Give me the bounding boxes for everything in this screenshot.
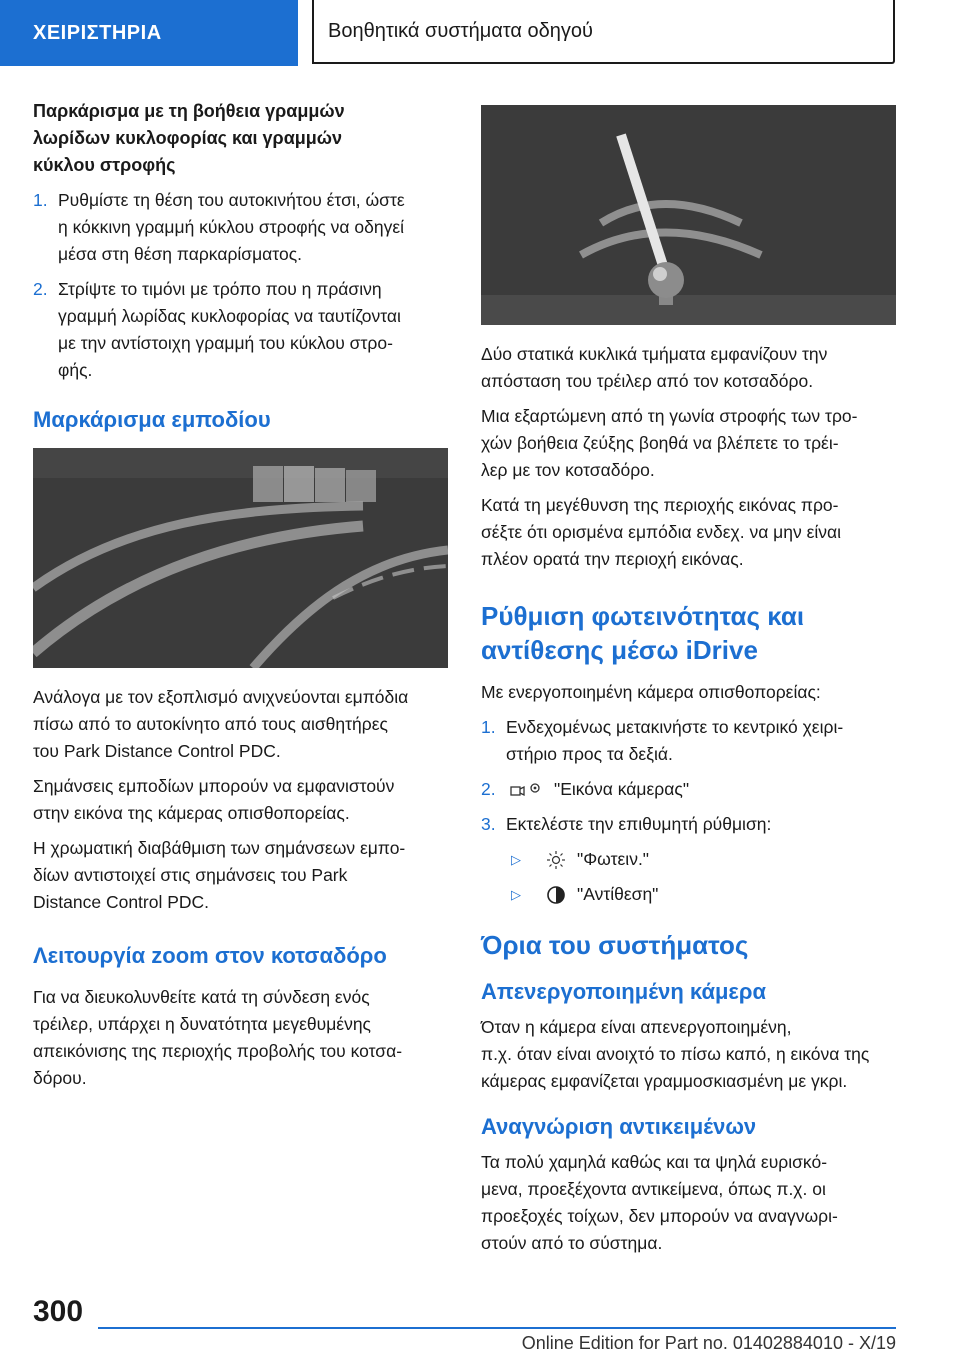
brightness-icon bbox=[543, 850, 569, 870]
hitch-ball bbox=[648, 262, 684, 298]
obstacle-marker bbox=[284, 466, 314, 502]
setting-options bbox=[481, 846, 896, 908]
obstacle-marking-figure bbox=[33, 448, 448, 668]
hitch-zoom-figure bbox=[481, 105, 896, 325]
step-item: 3. Εκτελέστε την επιθυμητή ρύθμιση: bbox=[481, 814, 772, 834]
step-item: 1. Ενδεχομένως μετακινήστε το κεντρικό χειρι- στήριο προς τα δεξιά. bbox=[481, 717, 844, 764]
brightness-intro: Με ενεργοποιημένη κάμερα οπισθοπορείας: bbox=[481, 682, 821, 702]
right-column bbox=[481, 105, 896, 1265]
deactivated-paragraph: Όταν η κάμερα είναι απενεργοποιημένη, π.χ. όταν είναι ανοιχτό το πίσω καπό, η εικόνα της κάμερας εμφανίζεται γραμμοσκιασμένη με γκρι. bbox=[481, 1017, 870, 1091]
triangle-bullet-icon: ▷ bbox=[511, 887, 521, 902]
hitch-paragraph: Κατά τη μεγέθυνση της περιοχής εικόνας προ- σέξτε ότι ορισμένα εμπόδια ενδεχ. να μην είναι πλέον ορατά την περιοχή εικόνας. bbox=[481, 495, 842, 569]
triangle-bullet-icon: ▷ bbox=[511, 852, 521, 867]
obstacle-marker bbox=[346, 470, 376, 502]
option-item: ▷ "Φωτειν." bbox=[511, 846, 896, 873]
brightness-heading: Ρύθμιση φωτεινότητας και αντίθεσης μέσω iDrive bbox=[481, 601, 805, 665]
hitch-paragraph: Δύο στατικά κυκλικά τμήματα εμφανίζουν την απόσταση του τρέιλερ από τον κοτσαδόρο. bbox=[481, 344, 828, 391]
page-number: 300 bbox=[33, 1295, 84, 1328]
obstacle-paragraph: Ανάλογα με τον εξοπλισμό ανιχνεύονται εμπόδια πίσω από το αυτοκίνητο από τους αισθητήρες του Park Distance Control PDC. bbox=[33, 687, 409, 761]
zoom-heading: Λειτουργία zoom στον κοτσαδόρο bbox=[33, 943, 387, 968]
section-title: ΧΕΙΡΙΣΤΗΡΙΑ bbox=[33, 21, 162, 44]
step-item: 2. "Εικόνα κάμερας" bbox=[481, 776, 896, 803]
limits-heading: Όρια του συστήματος bbox=[481, 930, 749, 960]
camera-settings-icon bbox=[506, 776, 546, 803]
chapter-title: Βοηθητικά συστήματα οδηγού bbox=[328, 19, 593, 42]
deactivated-heading: Απενεργοποιημένη κάμερα bbox=[481, 979, 767, 1004]
recognition-paragraph: Τα πολύ χαμηλά καθώς και τα ψηλά ευρισκό- μενα, προεξέχοντα αντικείμενα, όπως π.χ. οι προεξοχές τοίχων, δεν μπορούν να αναγνωρι- στούν από το σύστημα. bbox=[481, 1152, 838, 1253]
obstacle-paragraph: Η χρωματική διαβάθμιση των σημάνσεων εμπο- δίων αντιστοιχεί στις σημάνσεις του Park Distance Control PDC. bbox=[33, 838, 406, 912]
recognition-heading: Αναγνώριση αντικειμένων bbox=[481, 1114, 757, 1139]
obstacle-marker bbox=[253, 466, 283, 502]
brightness-steps bbox=[481, 714, 896, 838]
footer-divider bbox=[98, 1327, 896, 1329]
hitch-paragraph: Μια εξαρτώμενη από τη γωνία στροφής των τρο- χών βοήθεια ζεύξης βοηθά να βλέπετε το τρέι- λερ με τον κοτσαδόρο. bbox=[481, 406, 858, 480]
edition-note: Online Edition for Part no. 01402884010 - X/19 bbox=[521, 1333, 896, 1353]
step-item: 2. Στρίψτε το τιμόνι με τρόπο που η πράσινη γραμμή λωρίδας κυκλοφορίας να ταυτίζονται με την αντίστοιχη γραμμή του κύκλου στρο- φής. bbox=[33, 279, 401, 380]
obstacle-heading: Μαρκάρισμα εμποδίου bbox=[33, 407, 271, 432]
obstacle-marker bbox=[315, 468, 345, 502]
parking-heading: Παρκάρισμα με τη βοήθεια γραμμών λωρίδων κυκλοφορίας και γραμμών κύκλου στροφής bbox=[33, 101, 345, 175]
obstacle-paragraph: Σημάνσεις εμποδίων μπορούν να εμφανιστούν στην εικόνα της κάμερας οπισθοπορείας. bbox=[33, 776, 395, 823]
parking-steps bbox=[33, 187, 448, 384]
left-column bbox=[33, 98, 448, 1100]
zoom-paragraph: Για να διευκολυνθείτε κατά τη σύνδεση ενός τρέιλερ, υπάρχει η δυνατότητα μεγεθυμένης απεικόνισης της περιοχής προβολής του κοτσα- δόρου. bbox=[33, 987, 403, 1088]
section-tab bbox=[0, 0, 298, 66]
step-item: 1. Ρυθμίστε τη θέση του αυτοκινήτου έτσι, ώστε η κόκκινη γραμμή κύκλου στροφής να οδηγεί μέσα στη θέση παρκαρίσματος. bbox=[33, 190, 405, 264]
chapter-tab bbox=[312, 0, 895, 64]
contrast-icon bbox=[543, 885, 569, 905]
option-item: ▷ "Αντίθεση" bbox=[511, 881, 896, 908]
